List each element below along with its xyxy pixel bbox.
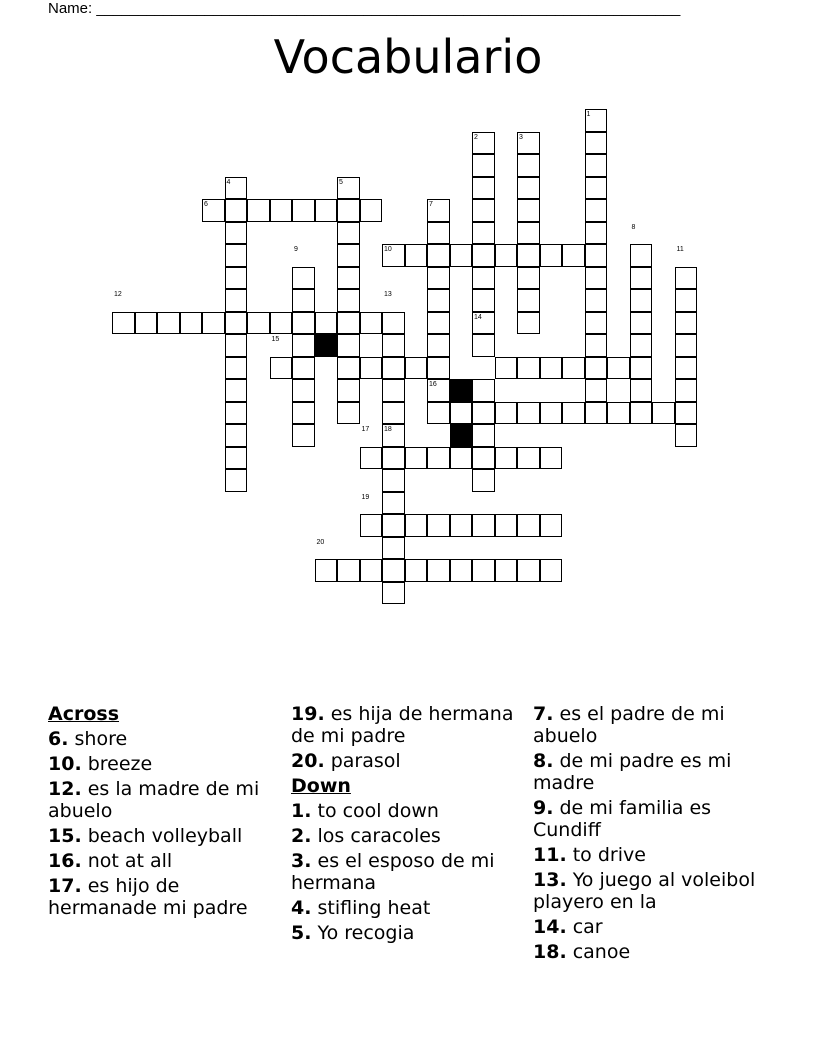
clue-text: de mi padre es mi madre [533, 750, 732, 794]
grid-cell[interactable] [225, 312, 248, 335]
down-heading: Down [291, 775, 351, 797]
cell-number: 6 [204, 201, 208, 208]
grid-cell[interactable] [360, 447, 383, 470]
grid-cell[interactable] [607, 357, 630, 380]
cell-number: 14 [474, 313, 482, 321]
grid-cell[interactable] [427, 289, 450, 312]
grid-cell[interactable] [360, 199, 383, 222]
clue-column-3 [533, 703, 769, 966]
clue-column-2 [291, 703, 527, 947]
clue-down-7 [533, 703, 769, 747]
grid-cell[interactable] [472, 289, 495, 312]
grid-cell[interactable] [382, 447, 405, 470]
grid-cell[interactable] [562, 402, 585, 425]
grid-cell[interactable] [247, 199, 270, 222]
grid-cell[interactable] [517, 514, 540, 537]
grid-cell[interactable] [270, 357, 293, 380]
grid-cell[interactable] [630, 244, 653, 267]
grid-cell[interactable] [360, 559, 383, 582]
grid-cell[interactable] [540, 402, 563, 425]
grid-cell[interactable] [675, 379, 698, 402]
grid-cell[interactable] [427, 357, 450, 380]
grid-cell[interactable] [472, 379, 495, 402]
clue-across-15 [48, 825, 284, 847]
grid-cell[interactable] [427, 334, 450, 357]
grid-cell[interactable] [540, 244, 563, 267]
cell-number: 5 [339, 178, 343, 186]
cell-number: 12 [114, 291, 122, 298]
grid-cell[interactable] [517, 177, 540, 200]
clue-down-18 [533, 941, 769, 963]
grid-cell[interactable] [585, 199, 608, 222]
cell-number: 13 [384, 291, 392, 298]
grid-cell[interactable] [517, 402, 540, 425]
grid-cell[interactable] [675, 267, 698, 290]
grid-cell[interactable] [517, 559, 540, 582]
clue-down-2 [291, 825, 527, 847]
grid-cell[interactable] [630, 289, 653, 312]
grid-cell[interactable] [382, 492, 405, 515]
grid-cell[interactable] [630, 379, 653, 402]
across-heading: Across [48, 703, 120, 725]
grid-cell[interactable] [427, 402, 450, 425]
grid-cell[interactable] [630, 334, 653, 357]
grid-cell[interactable] [472, 334, 495, 357]
grid-cell[interactable] [337, 379, 360, 402]
grid-cell[interactable] [495, 402, 518, 425]
grid-cell[interactable] [540, 559, 563, 582]
grid-cell[interactable] [112, 312, 135, 335]
clue-number: 3. [291, 850, 312, 872]
black-cell [450, 379, 473, 402]
grid-cell[interactable] [450, 559, 473, 582]
grid-cell[interactable] [292, 334, 315, 357]
grid-cell[interactable] [405, 514, 428, 537]
clue-number: 4. [291, 897, 312, 919]
grid-cell[interactable] [225, 267, 248, 290]
cell-number: 9 [294, 246, 298, 253]
grid-cell[interactable] [517, 357, 540, 380]
grid-cell[interactable] [675, 402, 698, 425]
clue-number: 15. [48, 825, 82, 847]
grid-cell[interactable] [292, 312, 315, 335]
grid-cell[interactable] [337, 559, 360, 582]
grid-cell[interactable] [562, 357, 585, 380]
grid-cell[interactable] [540, 447, 563, 470]
grid-cell[interactable] [225, 244, 248, 267]
grid-cell[interactable] [517, 447, 540, 470]
grid-cell[interactable] [225, 289, 248, 312]
grid-cell[interactable] [585, 244, 608, 267]
grid-cell[interactable] [562, 244, 585, 267]
grid-cell[interactable] [585, 379, 608, 402]
clue-number: 14. [533, 916, 567, 938]
grid-cell[interactable] [337, 199, 360, 222]
grid-cell[interactable] [337, 267, 360, 290]
grid-cell[interactable] [382, 582, 405, 605]
clue-across-10 [48, 753, 284, 775]
grid-cell[interactable] [585, 222, 608, 245]
clue-text: de mi familia es Cundiff [533, 797, 712, 841]
grid-cell[interactable] [427, 312, 450, 335]
grid-cell[interactable] [450, 244, 473, 267]
cell-number: 3 [519, 133, 523, 141]
clue-text: es el padre de mi abuelo [533, 703, 725, 747]
grid-cell[interactable] [495, 514, 518, 537]
grid-cell[interactable] [630, 267, 653, 290]
grid-cell[interactable] [382, 559, 405, 582]
grid-cell[interactable] [337, 402, 360, 425]
grid-cell[interactable] [517, 267, 540, 290]
grid-cell[interactable] [652, 402, 675, 425]
grid-cell[interactable] [472, 424, 495, 447]
cell-number: 15 [271, 336, 280, 343]
cell-number: 16 [429, 381, 437, 388]
clue-down-11 [533, 844, 769, 866]
grid-cell[interactable] [675, 312, 698, 335]
clue-number: 17. [48, 875, 82, 897]
grid-cell[interactable] [585, 267, 608, 290]
grid-cell[interactable] [292, 379, 315, 402]
clue-text: Yo recogia [317, 922, 415, 944]
grid-cell[interactable] [472, 402, 495, 425]
clue-down-13 [533, 869, 769, 913]
grid-cell[interactable] [225, 447, 248, 470]
grid-cell[interactable] [517, 222, 540, 245]
clue-text: parasol [330, 750, 401, 772]
clue-number: 5. [291, 922, 312, 944]
clue-text: canoe [572, 941, 631, 963]
grid-cell[interactable] [292, 199, 315, 222]
grid-cell[interactable] [225, 402, 248, 425]
grid-cell[interactable] [675, 289, 698, 312]
grid-cell[interactable] [517, 244, 540, 267]
grid-cell[interactable] [360, 312, 383, 335]
grid-cell[interactable] [337, 289, 360, 312]
clue-number: 11. [533, 844, 567, 866]
clue-down-14 [533, 916, 769, 938]
grid-cell[interactable] [292, 402, 315, 425]
grid-cell[interactable] [450, 447, 473, 470]
cell-number: 18 [384, 426, 392, 433]
grid-cell[interactable] [360, 357, 383, 380]
clue-number: 20. [291, 750, 325, 772]
grid-cell[interactable] [495, 559, 518, 582]
grid-cell[interactable] [247, 312, 270, 335]
clue-text: es la madre de mi abuelo [48, 778, 260, 822]
cell-number: 1 [586, 111, 591, 118]
grid-cell[interactable] [427, 267, 450, 290]
grid-cell[interactable] [135, 312, 158, 335]
grid-cell[interactable] [225, 424, 248, 447]
grid-cell[interactable] [180, 312, 203, 335]
grid-cell[interactable] [472, 469, 495, 492]
grid-cell[interactable] [472, 514, 495, 537]
clue-text: not at all [87, 850, 173, 872]
grid-cell[interactable] [337, 222, 360, 245]
clue-down-9 [533, 797, 769, 841]
grid-cell[interactable] [472, 244, 495, 267]
clue-number: 16. [48, 850, 82, 872]
grid-cell[interactable] [225, 222, 248, 245]
grid-cell[interactable] [585, 312, 608, 335]
grid-cell[interactable] [405, 244, 428, 267]
grid-cell[interactable] [270, 312, 293, 335]
grid-cell[interactable] [225, 469, 248, 492]
clue-number: 10. [48, 753, 82, 775]
cell-number: 10 [384, 246, 392, 253]
grid-cell[interactable] [405, 357, 428, 380]
grid-cell[interactable] [315, 559, 338, 582]
grid-cell[interactable] [382, 469, 405, 492]
grid-cell[interactable] [472, 559, 495, 582]
grid-cell[interactable] [585, 177, 608, 200]
grid-cell[interactable] [337, 244, 360, 267]
grid-cell[interactable] [630, 312, 653, 335]
grid-cell[interactable] [337, 357, 360, 380]
cell-number: 11 [676, 246, 684, 253]
clue-number: 18. [533, 941, 567, 963]
grid-cell[interactable] [427, 244, 450, 267]
grid-cell[interactable] [675, 334, 698, 357]
black-cell [315, 334, 338, 357]
grid-cell[interactable] [472, 222, 495, 245]
clue-number: 1. [291, 800, 312, 822]
clue-number: 13. [533, 869, 567, 891]
clue-text: breeze [87, 753, 153, 775]
grid-cell[interactable] [585, 357, 608, 380]
clue-number: 12. [48, 778, 82, 800]
grid-cell[interactable] [517, 199, 540, 222]
grid-cell[interactable] [292, 424, 315, 447]
grid-cell[interactable] [315, 312, 338, 335]
clue-number: 7. [533, 703, 554, 725]
grid-cell[interactable] [382, 357, 405, 380]
cell-number: 17 [361, 426, 370, 433]
grid-cell[interactable] [292, 357, 315, 380]
grid-cell[interactable] [202, 312, 225, 335]
cell-number: 19 [361, 493, 370, 501]
grid-cell[interactable] [427, 559, 450, 582]
grid-cell[interactable] [585, 289, 608, 312]
clue-across-19 [291, 703, 527, 747]
clue-number: 8. [533, 750, 554, 772]
black-cell [450, 424, 473, 447]
page-title: Vocabulario [273, 30, 543, 84]
clue-text: shore [74, 728, 128, 750]
clue-text: stifling heat [317, 897, 431, 919]
cell-number: 2 [474, 133, 478, 141]
grid-cell[interactable] [472, 199, 495, 222]
grid-cell[interactable] [382, 312, 405, 335]
grid-cell[interactable] [472, 177, 495, 200]
clue-text: car [572, 916, 603, 938]
clue-across-20 [291, 750, 527, 772]
clue-text: es hija de hermana de mi padre [291, 703, 514, 747]
grid-cell[interactable] [292, 267, 315, 290]
clue-down-3 [291, 850, 527, 894]
grid-cell[interactable] [472, 447, 495, 470]
clue-number: 2. [291, 825, 312, 847]
clue-number: 19. [291, 703, 325, 725]
grid-cell[interactable] [585, 402, 608, 425]
clue-text: es el esposo de mi hermana [291, 850, 495, 894]
grid-cell[interactable] [382, 334, 405, 357]
grid-cell[interactable] [427, 514, 450, 537]
clue-down-5 [291, 922, 527, 944]
clue-text: to drive [572, 844, 646, 866]
cell-number: 20 [316, 538, 325, 546]
grid-cell[interactable] [607, 402, 630, 425]
grid-cell[interactable] [360, 514, 383, 537]
grid-cell[interactable] [517, 154, 540, 177]
grid-cell[interactable] [405, 559, 428, 582]
cell-number: 4 [226, 178, 231, 186]
grid-cell[interactable] [585, 154, 608, 177]
cell-number: 7 [429, 201, 433, 208]
clue-number: 6. [48, 728, 69, 750]
grid-cell[interactable] [382, 537, 405, 560]
clue-text: to cool down [317, 800, 439, 822]
grid-cell[interactable] [630, 357, 653, 380]
grid-cell[interactable] [157, 312, 180, 335]
grid-cell[interactable] [382, 402, 405, 425]
clue-number: 9. [533, 797, 554, 819]
grid-cell[interactable] [427, 222, 450, 245]
clue-text: Yo juego al voleibol playero en la [533, 869, 756, 913]
grid-cell[interactable] [405, 447, 428, 470]
clue-across-16 [48, 850, 284, 872]
clue-down-1 [291, 800, 527, 822]
grid-cell[interactable] [225, 357, 248, 380]
grid-cell[interactable] [585, 334, 608, 357]
grid-cell[interactable] [472, 267, 495, 290]
clue-text: beach volleyball [87, 825, 243, 847]
clue-column-1 [48, 703, 284, 922]
grid-cell[interactable] [585, 132, 608, 155]
grid-cell[interactable] [427, 447, 450, 470]
grid-cell[interactable] [495, 357, 518, 380]
grid-cell[interactable] [450, 402, 473, 425]
grid-cell[interactable] [270, 199, 293, 222]
grid-cell[interactable] [675, 357, 698, 380]
clue-down-4 [291, 897, 527, 919]
grid-cell[interactable] [540, 357, 563, 380]
grid-cell[interactable] [225, 334, 248, 357]
grid-cell[interactable] [495, 447, 518, 470]
name-line: Name: ______________________________________________________________________ [48, 0, 681, 17]
cell-number: 8 [631, 223, 636, 231]
clue-down-8 [533, 750, 769, 794]
grid-cell[interactable] [382, 379, 405, 402]
grid-cell[interactable] [337, 312, 360, 335]
grid-cell[interactable] [495, 244, 518, 267]
clue-text: es hijo de hermanade mi padre [48, 875, 248, 919]
grid-cell[interactable] [540, 514, 563, 537]
grid-cell[interactable] [517, 312, 540, 335]
grid-cell[interactable] [292, 289, 315, 312]
grid-cell[interactable] [675, 424, 698, 447]
clue-across-17 [48, 875, 284, 919]
grid-cell[interactable] [450, 514, 473, 537]
clue-text: los caracoles [317, 825, 441, 847]
grid-cell[interactable] [337, 334, 360, 357]
clue-across-12 [48, 778, 284, 822]
clue-across-6 [48, 728, 284, 750]
grid-cell[interactable] [382, 514, 405, 537]
grid-cell[interactable] [472, 154, 495, 177]
grid-cell[interactable] [517, 289, 540, 312]
grid-cell[interactable] [630, 402, 653, 425]
grid-cell[interactable] [315, 199, 338, 222]
grid-cell[interactable] [225, 199, 248, 222]
grid-cell[interactable] [225, 379, 248, 402]
